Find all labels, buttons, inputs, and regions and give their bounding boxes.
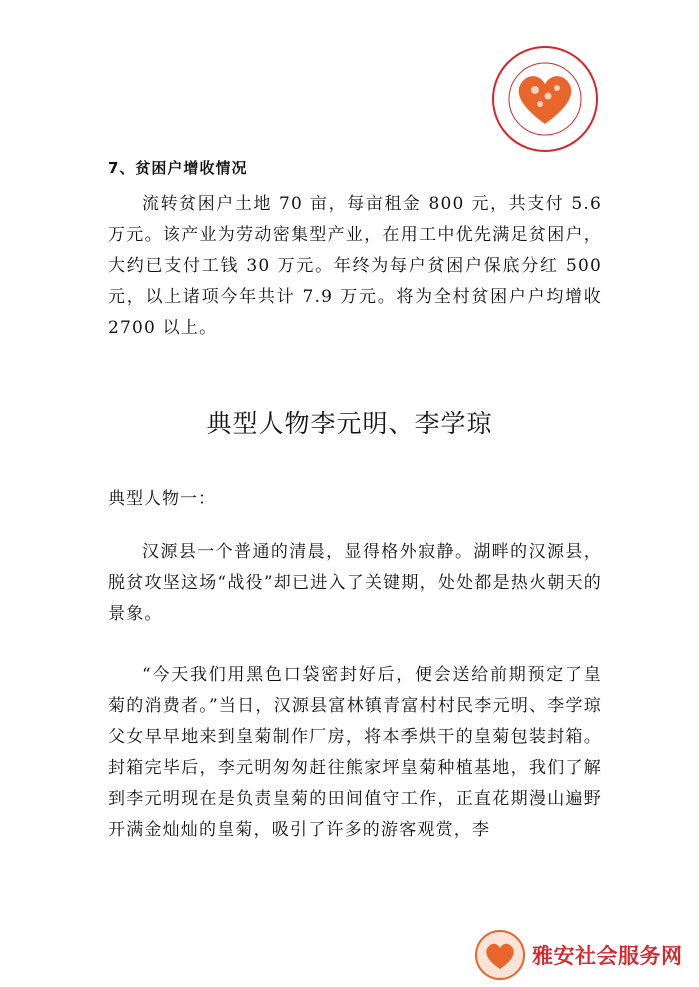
section-paragraph: 流转贫困户土地 70 亩，每亩租金 800 元，共支付 5.6 万元。该产业为劳动密集型产业，在用工中优先满足贫困户，大约已支付工钱 30 万元。年终为每户贫困户保底分红 500 元，以上诸项今年共计 7.9 万元。将为全村贫困户户均增收 2700 以上。 xyxy=(108,194,602,338)
article-paragraph: 汉源县一个普通的清晨，显得格外寂静。湖畔的汉源县，脱贫攻坚这场“战役”却已进入了关键期，处处都是热火朝天的景象。 xyxy=(108,542,602,624)
site-watermark xyxy=(474,929,699,981)
section-heading: 7、贫困户增收情况 xyxy=(108,159,248,177)
article-title: 典型人物李元明、李学琼 xyxy=(206,409,493,438)
watermark-logo-icon xyxy=(474,929,526,981)
article-paragraph: “今天我们用黑色口袋密封好后，便会送给前期预定了皇菊的消费者。”当日，汉源县富林镇青富村村民李元明、李学琼父女早早地来到皇菊制作厂房，将本季烘干的皇菊包装封箱。封箱完毕后，李元明匆匆赶往熊家坪皇菊种植基地，我们了解到李元明现在是负责皇菊的田间值守工作，正直花期漫山遍野开满金灿灿的皇菊，吸引了许多的游客观赏，李 xyxy=(108,665,602,840)
watermark-text: 雅安社会服务网 xyxy=(532,944,683,968)
organization-logo xyxy=(490,44,600,154)
article-subhead: 典型人物一： xyxy=(108,489,216,509)
